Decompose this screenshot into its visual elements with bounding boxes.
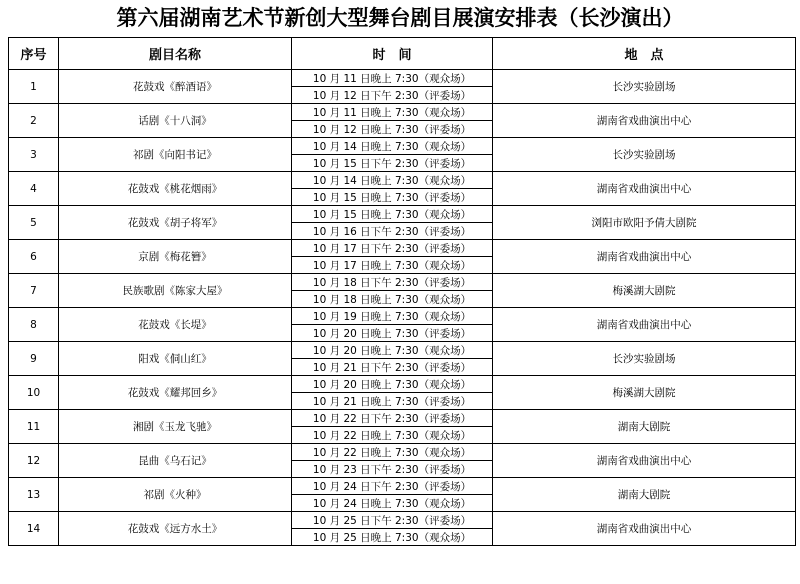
show-time: 10 月 11 日晚上 7:30（观众场）	[292, 104, 493, 121]
play-name: 祁剧《火种》	[59, 478, 292, 512]
table-row	[9, 410, 796, 427]
show-time: 10 月 12 日晚上 7:30（评委场）	[292, 121, 493, 138]
table-row	[9, 308, 796, 325]
row-number: 5	[9, 206, 59, 240]
row-number: 8	[9, 308, 59, 342]
play-name: 花鼓戏《醉酒语》	[59, 70, 292, 104]
venue: 浏阳市欧阳予倩大剧院	[493, 206, 796, 240]
play-name: 祁剧《向阳书记》	[59, 138, 292, 172]
show-time: 10 月 12 日下午 2:30（评委场）	[292, 87, 493, 104]
row-number: 12	[9, 444, 59, 478]
play-name: 民族歌剧《陈家大屋》	[59, 274, 292, 308]
table-row	[9, 172, 796, 189]
show-time: 10 月 24 日下午 2:30（评委场）	[292, 478, 493, 495]
schedule-table	[8, 37, 796, 546]
table-row	[9, 206, 796, 223]
table-row	[9, 376, 796, 393]
table-row	[9, 240, 796, 257]
table-row	[9, 512, 796, 529]
venue: 湖南省戏曲演出中心	[493, 172, 796, 206]
row-number: 14	[9, 512, 59, 546]
venue: 湖南省戏曲演出中心	[493, 308, 796, 342]
venue: 长沙实验剧场	[493, 138, 796, 172]
show-time: 10 月 22 日晚上 7:30（观众场）	[292, 427, 493, 444]
show-time: 10 月 15 日下午 2:30（评委场）	[292, 155, 493, 172]
header-time: 时 间	[292, 38, 493, 70]
show-time: 10 月 15 日晚上 7:30（评委场）	[292, 189, 493, 206]
show-time: 10 月 17 日晚上 7:30（观众场）	[292, 257, 493, 274]
show-time: 10 月 19 日晚上 7:30（观众场）	[292, 308, 493, 325]
show-time: 10 月 18 日下午 2:30（评委场）	[292, 274, 493, 291]
table-body	[9, 70, 796, 546]
play-name: 花鼓戏《长堤》	[59, 308, 292, 342]
show-time: 10 月 11 日晚上 7:30（观众场）	[292, 70, 493, 87]
show-time: 10 月 20 日晚上 7:30（评委场）	[292, 325, 493, 342]
row-number: 3	[9, 138, 59, 172]
venue: 湖南省戏曲演出中心	[493, 104, 796, 138]
header-name: 剧目名称	[59, 38, 292, 70]
show-time: 10 月 24 日晚上 7:30（观众场）	[292, 495, 493, 512]
venue: 长沙实验剧场	[493, 70, 796, 104]
show-time: 10 月 22 日晚上 7:30（观众场）	[292, 444, 493, 461]
show-time: 10 月 15 日晚上 7:30（观众场）	[292, 206, 493, 223]
play-name: 京剧《梅花簪》	[59, 240, 292, 274]
table-row	[9, 138, 796, 155]
show-time: 10 月 18 日晚上 7:30（观众场）	[292, 291, 493, 308]
show-time: 10 月 17 日下午 2:30（评委场）	[292, 240, 493, 257]
play-name: 话剧《十八洞》	[59, 104, 292, 138]
show-time: 10 月 25 日晚上 7:30（观众场）	[292, 529, 493, 546]
row-number: 4	[9, 172, 59, 206]
play-name: 花鼓戏《远方水土》	[59, 512, 292, 546]
table-header	[9, 38, 796, 70]
play-name: 湘剧《玉龙飞驰》	[59, 410, 292, 444]
show-time: 10 月 14 日晚上 7:30（观众场）	[292, 172, 493, 189]
play-name: 花鼓戏《胡子将军》	[59, 206, 292, 240]
venue: 长沙实验剧场	[493, 342, 796, 376]
show-time: 10 月 21 日下午 2:30（评委场）	[292, 359, 493, 376]
venue: 梅溪湖大剧院	[493, 376, 796, 410]
row-number: 1	[9, 70, 59, 104]
page-title: 第六届湖南艺术节新创大型舞台剧目展演安排表（长沙演出）	[116, 5, 684, 30]
show-time: 10 月 16 日下午 2:30（评委场）	[292, 223, 493, 240]
header-no: 序号	[9, 38, 59, 70]
table-row	[9, 342, 796, 359]
show-time: 10 月 20 日晚上 7:30（观众场）	[292, 342, 493, 359]
venue: 湖南省戏曲演出中心	[493, 512, 796, 546]
row-number: 13	[9, 478, 59, 512]
row-number: 6	[9, 240, 59, 274]
play-name: 花鼓戏《耀邦回乡》	[59, 376, 292, 410]
play-name: 昆曲《乌石记》	[59, 444, 292, 478]
row-number: 2	[9, 104, 59, 138]
show-time: 10 月 21 日晚上 7:30（评委场）	[292, 393, 493, 410]
venue: 梅溪湖大剧院	[493, 274, 796, 308]
table-row	[9, 478, 796, 495]
show-time: 10 月 22 日下午 2:30（评委场）	[292, 410, 493, 427]
table-row	[9, 274, 796, 291]
header-venue: 地 点	[493, 38, 796, 70]
row-number: 9	[9, 342, 59, 376]
venue: 湖南大剧院	[493, 478, 796, 512]
table-row	[9, 70, 796, 87]
show-time: 10 月 20 日晚上 7:30（观众场）	[292, 376, 493, 393]
row-number: 7	[9, 274, 59, 308]
play-name: 花鼓戏《桃花烟雨》	[59, 172, 292, 206]
table-row	[9, 104, 796, 121]
venue: 湖南省戏曲演出中心	[493, 444, 796, 478]
venue: 湖南大剧院	[493, 410, 796, 444]
show-time: 10 月 14 日晚上 7:30（观众场）	[292, 138, 493, 155]
table-row	[9, 444, 796, 461]
venue: 湖南省戏曲演出中心	[493, 240, 796, 274]
row-number: 11	[9, 410, 59, 444]
show-time: 10 月 23 日下午 2:30（评委场）	[292, 461, 493, 478]
show-time: 10 月 25 日下午 2:30（评委场）	[292, 512, 493, 529]
play-name: 阳戏《侗山红》	[59, 342, 292, 376]
header-row	[9, 38, 796, 70]
row-number: 10	[9, 376, 59, 410]
